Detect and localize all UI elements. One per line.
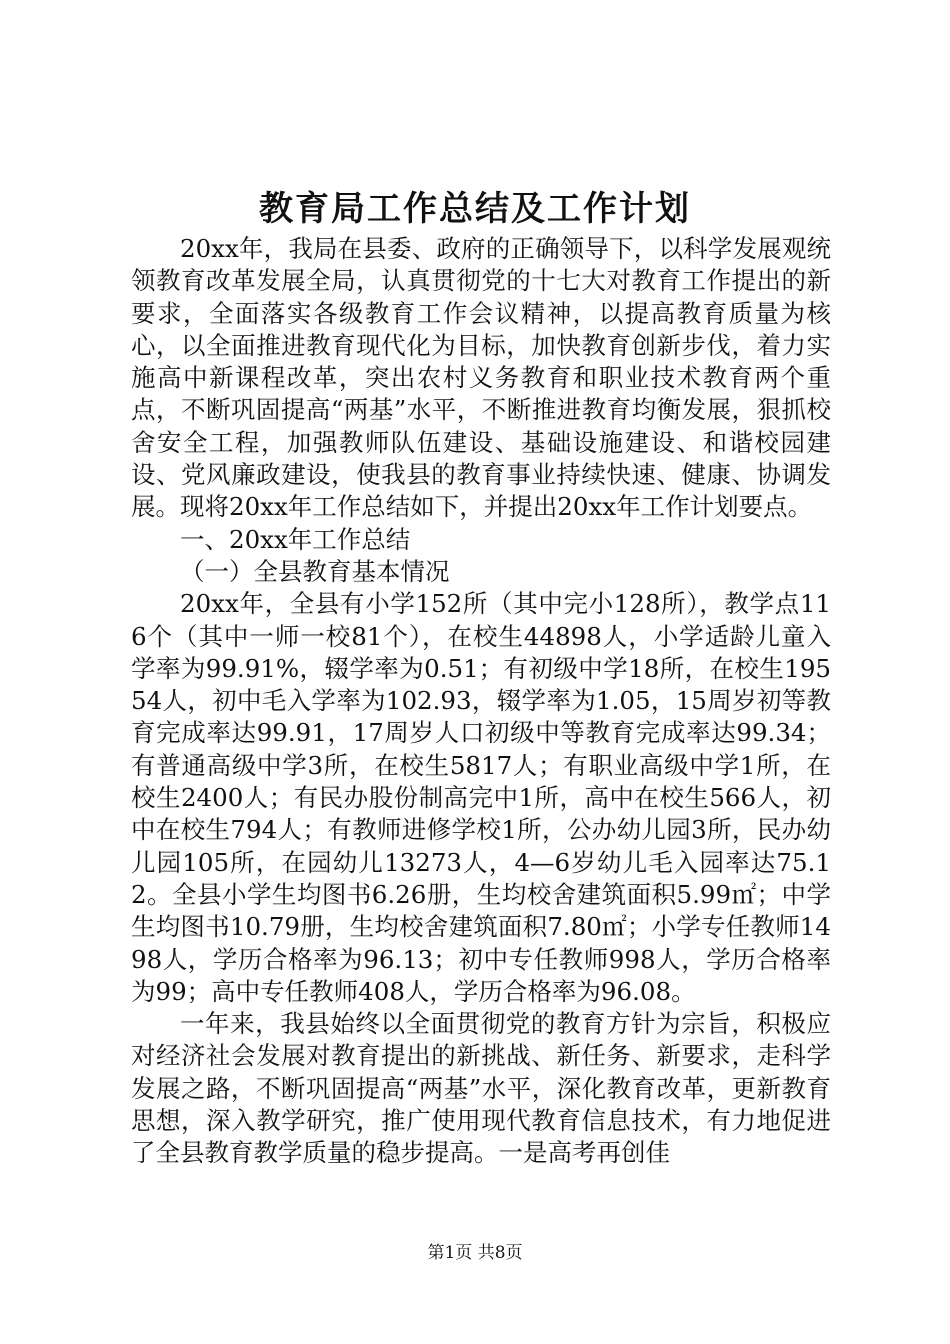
section-heading: 一、20xx年工作总结 <box>180 524 411 554</box>
subsection-heading: （一）全县教育基本情况 <box>180 556 450 586</box>
document-body <box>131 233 831 1170</box>
summary-paragraph: 一年来，我县始终以全面贯彻党的教育方针为宗旨，积极应对经济社会发展对教育提出的新挑战、新任务、新要求，走科学发展之路，不断巩固提高“两基”水平，深化教育改革，更新教育思想，深入教学研究，推广使用现代教育信息技术，有力地促进了全县教育教学质量的稳步提高。一是高考再创佳 <box>131 1009 831 1168</box>
statistics-paragraph: 20xx年，全县有小学152所（其中完小128所），教学点116个（其中一师一校81个），在校生44898人，小学适龄儿童入学率为99.91%，辍学率为0.51；有初级中学18所，在校生19554人，初中毛入学率为102.93，辍学率为1.05，15周岁初等教育完成率达99.91，17周岁人口初级中等教育完成率达99.34；有普通高级中学3所，在校生5817人；有职业高级中学1所，在校生2400人；有民办股份制高完中1所，高中在校生566人，初中在校生794人；有教师进修学校1所，公办幼儿园3所，民办幼儿园105所，在园幼儿13273人，4—6岁幼儿毛入园率达75.12。全县小学生均图书6.26册，生均校舍建筑面积5.99㎡；中学生均图书10.79册，生均校舍建筑面积7.80㎡；小学专任教师1498人，学历合格率为96.13；初中专任教师998人，学历合格率为99；高中专任教师408人，学历合格率为96.08。 <box>131 589 831 1006</box>
intro-paragraph: 20xx年，我局在县委、政府的正确领导下，以科学发展观统领教育改革发展全局，认真贯彻党的十七大对教育工作提出的新要求，全面落实各级教育工作会议精神，以提高教育质量为核心，以全面推进教育现代化为目标，加快教育创新步伐，着力实施高中新课程改革，突出农村义务教育和职业技术教育两个重点，不断巩固提高“两基”水平，不断推进教育均衡发展，狠抓校舍安全工程，加强教师队伍建设、基础设施建设、和谐校园建设、党风廉政建设，使我县的教育事业持续快速、健康、协调发展。现将20xx年工作总结如下，并提出20xx年工作计划要点。 <box>131 234 831 522</box>
page-footer: 第1页 共8页 <box>427 1243 523 1263</box>
document-title: 教育局工作总结及工作计划 <box>259 189 691 229</box>
